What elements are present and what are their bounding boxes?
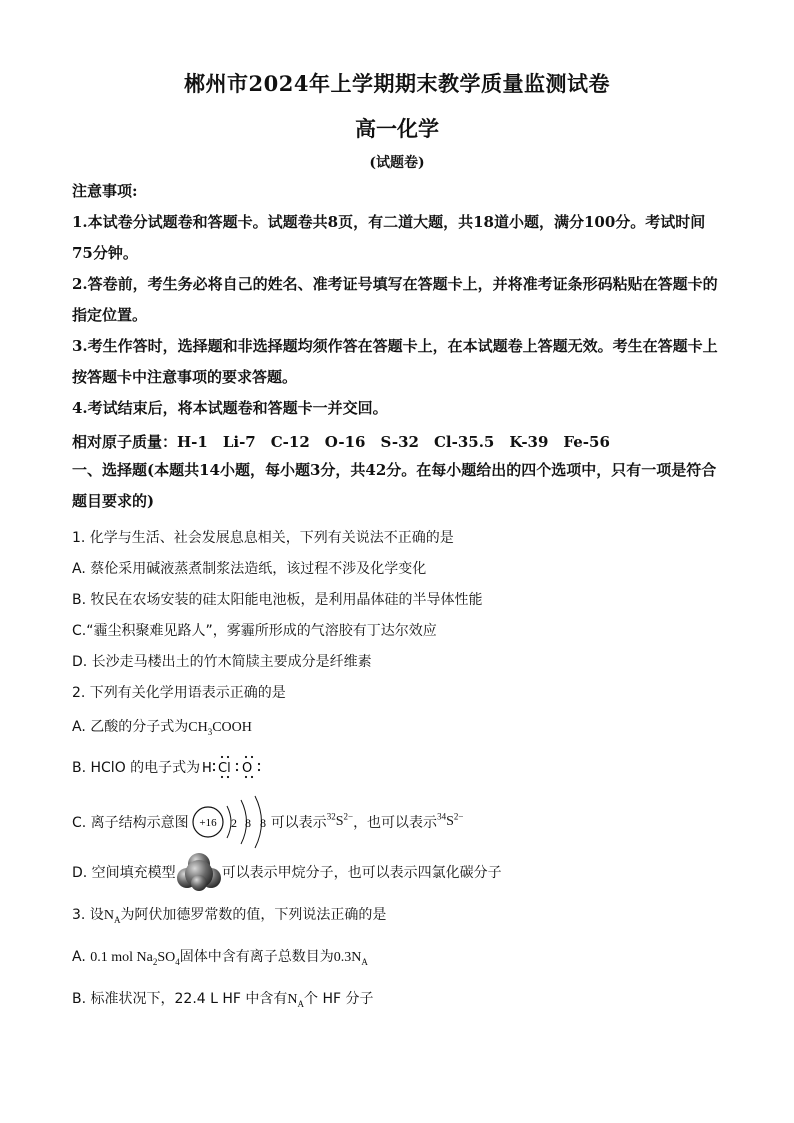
formula-segment: 2 — [152, 956, 158, 967]
lewis-cl: Cl — [218, 761, 231, 776]
nucleus-charge: +16 — [199, 817, 217, 829]
formula-segment: A — [361, 956, 368, 967]
acetic-acid-formula — [188, 720, 252, 735]
sodium-sulfate-amount — [90, 950, 180, 965]
formula-segment: 3 — [207, 726, 213, 737]
notice-heading: 注意事项: — [72, 182, 138, 200]
atomic-masses: 相对原子质量：H-1 Li-7 C-12 O-16 S-32 Cl-35.5 K-39 Fe-56 — [72, 433, 610, 451]
formula-segment: CH — [188, 720, 208, 735]
lewis-o: O — [242, 761, 253, 776]
shell-count-2: 8 — [244, 816, 251, 830]
formula-segment: 4 — [175, 956, 180, 967]
space-filling-model-icon — [176, 850, 222, 894]
q2-c-mid: 可以表示 — [270, 815, 327, 831]
hclo-lewis-structure — [200, 754, 280, 780]
lewis-h: H — [202, 761, 212, 776]
q2-stem: 2. 下列有关化学用语表示正确的是 — [72, 685, 286, 701]
q2-option-a — [72, 716, 252, 736]
shell-count-1: 2 — [230, 816, 237, 830]
ion-structure-diagram — [189, 794, 271, 850]
q2-d-text: D. 空间填充模型 — [72, 865, 176, 881]
notice-item-4: 4.考试结束后，将本试题卷和答题卡一并交回。 — [72, 399, 388, 417]
q2-d-post: 可以表示甲烷分子，也可以表示四氯化碳分子 — [221, 865, 502, 881]
sulfur-34-ion: $^{34}S^{2-}$ — [437, 811, 464, 829]
exam-title: 郴州市2024年上学期期末教学质量监测试卷 — [184, 71, 610, 96]
q2-c-sep: ，也可以表示 — [353, 815, 438, 831]
avogadro-symbol-b: $N_A$ — [287, 992, 305, 1009]
formula-segment: SO — [157, 950, 176, 965]
formula-segment: COOH — [212, 720, 252, 735]
paper-note: (试题卷) — [369, 155, 425, 171]
sulfur-32-ion: $^{32}S^{2-}$ — [326, 811, 354, 829]
q2-c-text: C. 离子结构示意图 — [72, 815, 189, 831]
notice-item-1: 1.本试卷分试题卷和答题卡。试题卷共8页，有二道大题，共18道小题，满分100分。考试时间75分钟。 — [72, 213, 706, 262]
q2-option-d — [72, 850, 502, 894]
q1-option-b: B. 牧民在农场安装的硅太阳能电池板，是利用晶体硅的半导体性能 — [72, 592, 483, 608]
q3-stem: 3. 设$N_A$为阿伏加德罗常数的值，下列说法正确的是 — [72, 907, 387, 925]
notice-item-2: 2.答卷前，考生务必将自己的姓名、准考证号填写在答题卡上，并将准考证条形码粘贴在答题卡的指定位置。 — [72, 275, 718, 324]
q1-option-d: D. 长沙走马楼出土的竹木简牍主要成分是纤维素 — [72, 654, 372, 670]
q1-option-a: A. 蔡伦采用碱液蒸煮制浆法造纸，该过程不涉及化学变化 — [72, 561, 427, 577]
subject-title: 高一化学 — [355, 116, 439, 141]
formula-segment: 0.1 mol Na — [90, 950, 153, 965]
q2-a-text: A. 乙酸的分子式为 — [72, 719, 189, 735]
q1-stem: 1. 化学与生活、社会发展息息相关，下列有关说法不正确的是 — [72, 530, 454, 546]
section-heading: 一、选择题(本题共14小题，每小题3分，共42分。在每小题给出的四个选项中，只有一项是符合题目要求的) — [72, 461, 717, 510]
q2-option-b — [72, 754, 280, 780]
q1-option-c: C.“霾尘积聚难见路人”，雾霾所形成的气溶胶有丁达尔效应 — [72, 623, 437, 639]
ion-count — [334, 950, 368, 965]
formula-segment: 0.3N — [333, 950, 362, 965]
q2-option-c — [72, 794, 463, 850]
q3-option-b: B. 标准状况下，22.4 L HF 中含有$N_A$个 HF 分子 — [72, 991, 374, 1009]
shell-count-3: 8 — [259, 816, 266, 830]
q2-b-text: B. HClO 的电子式为 — [72, 760, 201, 776]
avogadro-symbol: $N_A$ — [103, 908, 121, 925]
q3-option-a: A. 0.1 mol $Na_2SO_4$固体中含有离子总数目为$0.3N_A$ — [72, 949, 368, 967]
notice-item-3: 3.考生作答时，选择题和非选择题均须作答在答题卡上，在本试题卷上答题无效。考生在答题卡上按答题卡中注意事项的要求答题。 — [72, 337, 718, 386]
